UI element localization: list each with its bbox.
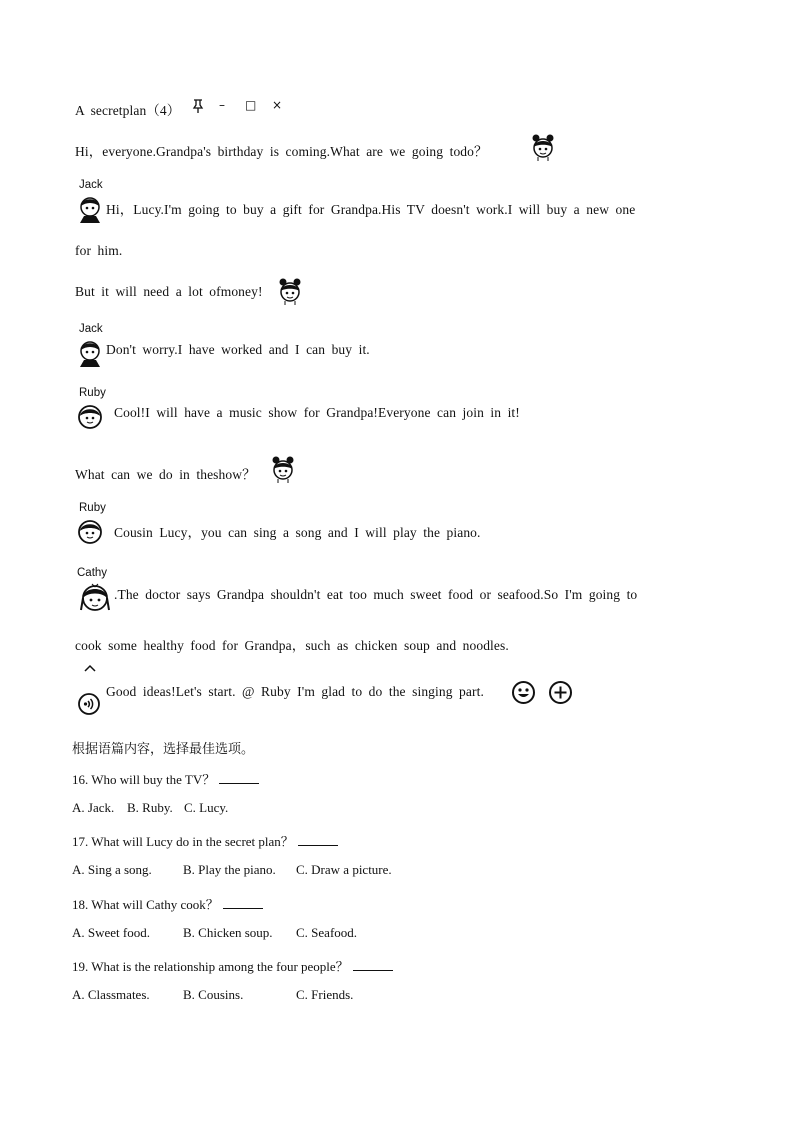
option-c[interactable]: C. Draw a picture. [296,862,392,877]
option-a[interactable]: A. Sing a song. [72,862,152,877]
message-text: .The doctor says Grandpa shouldn't eat too much sweet food or seafood.So I'm going to [114,587,638,602]
sender-name: Jack [79,179,103,191]
lucy-avatar-icon [269,454,297,484]
sender-name: Ruby [79,502,106,514]
message-text: Cool!I will have a music show for Grandpa!Everyone can join in it! [114,405,520,420]
option-b[interactable]: B. Chicken soup. [183,925,273,940]
emoji-icon[interactable] [511,680,536,705]
message-text: What can we do in theshow？ [75,467,256,482]
option-b[interactable]: B. Ruby. [127,800,173,815]
jack-avatar-icon [76,338,104,368]
instruction: 根据语篇内容，选择最佳选项。 [72,742,255,757]
option-b[interactable]: B. Play the piano. [183,862,276,877]
ruby-avatar-icon [76,402,104,432]
option-c[interactable]: C. Lucy. [184,800,229,815]
cathy-avatar-icon [78,582,112,616]
sender-name: Ruby [79,387,106,399]
options-17 [72,862,392,878]
add-icon[interactable] [548,680,573,705]
question-16 [72,769,259,788]
lucy-avatar-icon [529,132,557,162]
options-16 [72,800,228,816]
question-text: 16. Who will buy the TV？ [72,772,216,787]
answer-blank[interactable] [219,773,259,784]
message-text: Hi，Lucy.I'm going to buy a gift for Grandpa.His TV doesn't work.I will buy a new one [106,202,636,217]
message-text: Hi，everyone.Grandpa's birthday is coming.What are we going todo？ [75,144,488,159]
question-text: 17. What will Lucy do in the secret plan？ [72,834,294,849]
jack-avatar-icon [76,194,104,224]
option-a[interactable]: A. Sweet food. [72,925,150,940]
question-17 [72,831,338,850]
answer-blank[interactable] [298,835,338,846]
question-19 [72,956,393,975]
options-18 [72,925,357,941]
message-text: for him. [75,243,123,258]
options-19 [72,987,353,1003]
answer-blank[interactable] [353,960,393,971]
message-text: Cousin Lucy，you can sing a song and I will play the piano. [114,525,481,540]
minimize-button[interactable]: – [219,98,225,112]
option-b[interactable]: B. Cousins. [183,987,244,1002]
option-c[interactable]: C. Seafood. [296,925,358,940]
pin-icon[interactable] [192,99,204,116]
sender-name: Jack [79,323,103,335]
option-a[interactable]: A. Classmates. [72,987,150,1002]
ruby-avatar-icon [76,517,104,547]
sender-name: Cathy [77,567,108,579]
message-text: But it will need a lot ofmoney! [75,284,263,299]
option-c[interactable]: C. Friends. [296,987,354,1002]
question-18 [72,894,263,913]
option-a[interactable]: A. Jack. [72,800,115,815]
close-button[interactable]: × [272,98,283,112]
question-text: 18. What will Cathy cook？ [72,897,219,912]
lucy-avatar-icon [276,276,304,306]
voice-input-icon[interactable] [77,692,101,716]
collapse-chevron-icon[interactable] [84,664,96,672]
answer-blank[interactable] [223,898,263,909]
question-text: 19. What is the relationship among the four people？ [72,959,349,974]
message-text: Don't worry.I have worked and I can buy it. [106,342,370,357]
message-text: cook some healthy food for Grandpa，such as chicken soup and noodles. [75,638,509,653]
window-title: A secretplan（4） [75,103,181,118]
message-input[interactable]: Good ideas!Let's start. @ Ruby I'm glad to do the singing part. [106,684,484,699]
maximize-button[interactable]: □ [245,98,257,112]
